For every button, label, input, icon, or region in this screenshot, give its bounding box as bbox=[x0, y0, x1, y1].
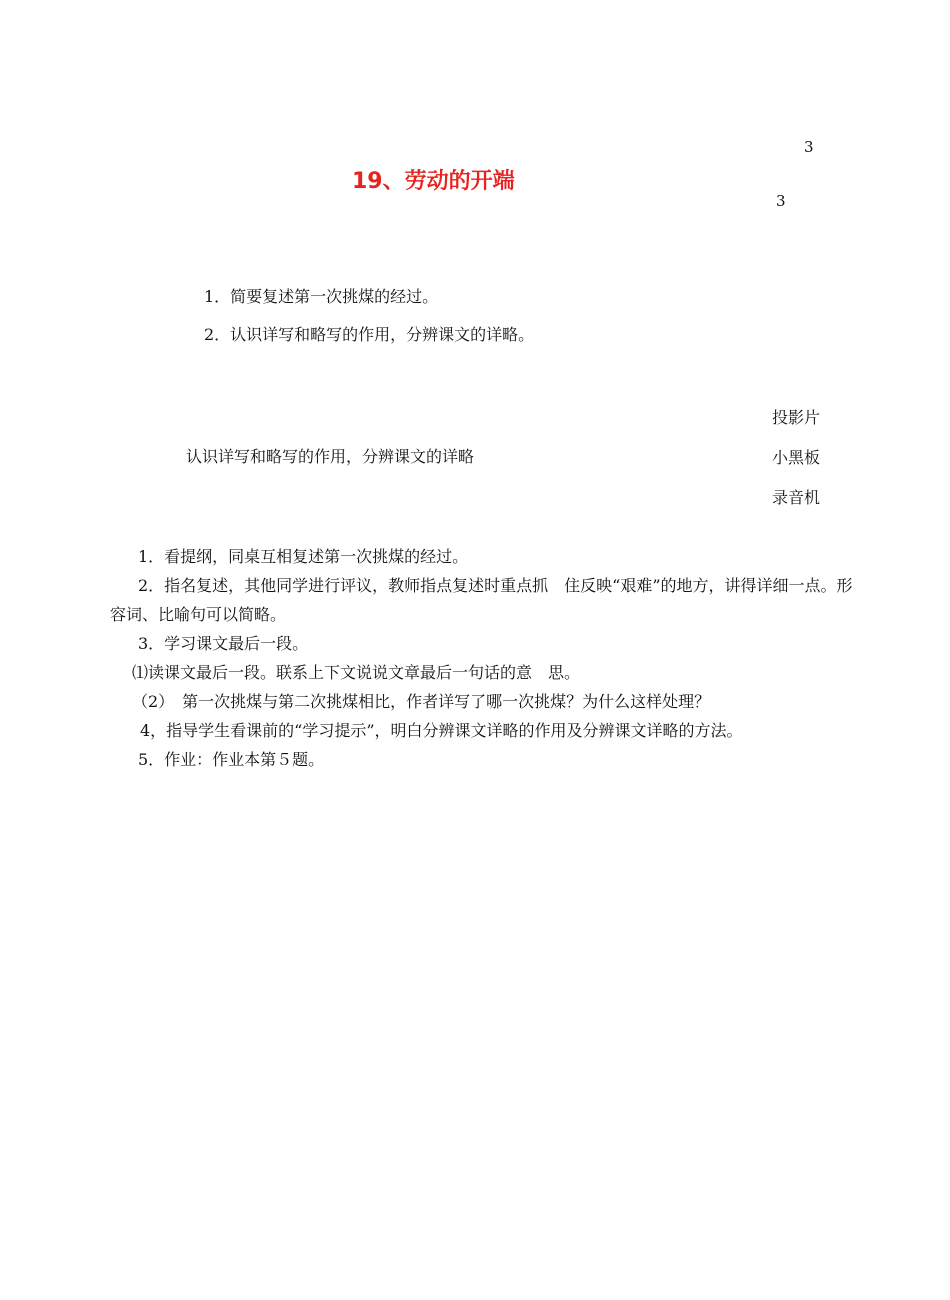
step-3: 3．学习课文最后一段。 bbox=[138, 634, 309, 653]
prep-item-recorder: 录音机 bbox=[772, 488, 821, 507]
step-3-sub-1: ⑴读课文最后一段。联系上下文说说文章最后一句话的意 思。 bbox=[132, 663, 581, 682]
step-4: 4，指导学生看课前的“学习提示”，明白分辨课文详略的作用及分辨课文详略的方法。 bbox=[140, 721, 743, 740]
page-number-top: 3 bbox=[804, 138, 814, 156]
objective-item-1: 1．简要复述第一次挑煤的经过。 bbox=[204, 287, 439, 306]
step-5: 5．作业：作业本第５题。 bbox=[138, 750, 325, 769]
teaching-steps bbox=[110, 542, 855, 774]
lesson-focus: 认识详写和略写的作用，分辨课文的详略 bbox=[186, 447, 475, 466]
lesson-title: 19、劳动的开端 bbox=[352, 169, 515, 194]
step-2: 2．指名复述，其他同学进行评议，教师指点复述时重点抓 住反映“艰难”的地方，讲得详细一点。形容词、比喻句可以简略。 bbox=[110, 576, 853, 624]
objective-item-2: 2．认识详写和略写的作用，分辨课文的详略。 bbox=[204, 325, 535, 344]
step-3-sub-2: （2） 第一次挑煤与第二次挑煤相比，作者详写了哪一次挑煤？为什么这样处理？ bbox=[132, 692, 711, 711]
page-number-sub: 3 bbox=[776, 192, 786, 210]
step-1: 1．看提纲，同桌互相复述第一次挑煤的经过。 bbox=[138, 547, 469, 566]
prep-item-projector: 投影片 bbox=[772, 408, 821, 427]
prep-item-blackboard: 小黑板 bbox=[772, 448, 821, 467]
